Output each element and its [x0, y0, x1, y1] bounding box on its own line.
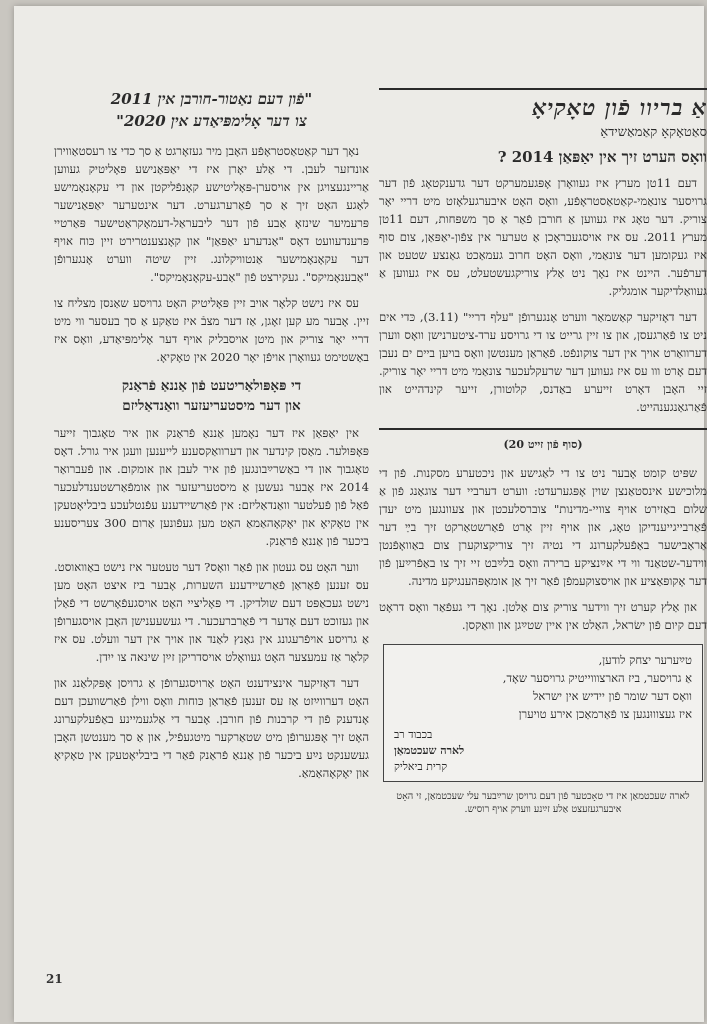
right-paragraph: און אַלץ קערט זיך ווידער צוריק צום אַלטן. נאָך די געפֿאַר וואָס דראָט דעם קיום פֿון ישׂראל, האַלט אין איין שטײַגן און וואַקסן. [379, 600, 707, 632]
left-section-title-line: און דער מיסטעריעזער וואַנדאַליזם [122, 398, 301, 414]
letter-line: איז געצוווּנגען צו פֿאַרמאַכן אירע טויערן [518, 707, 692, 721]
section-divider [379, 428, 707, 430]
letter-line: וואָס דער שומר פֿון יידיש אין ישראל [532, 689, 692, 703]
right-article-subtitle: וואָס הערט זיך אין יאַפּאַן 2014 ? [497, 148, 707, 166]
letter-greeting: טײַערער יצחק לודען, [598, 653, 692, 667]
page-number: 21 [46, 972, 63, 986]
left-article-title [54, 88, 369, 132]
left-section-title [54, 376, 369, 416]
left-paragraph: אין יאַפּאַן איז דער נאָמען אַננאַ פֿראַנק און איר טאָגבוך זייער פּאָפּולער. מאַסן קינדער און דערוואַקסענע לייענען וועגן איר גורל. דאָס טאָגבוך און די באַשרײַבונגען פֿון איר לעבן און אומקום. און פֿעברואַר 2014 איז אָבער געשען אַ מיסטעריעזער און אומפֿאַרשטענדלעכער פֿאַל פֿון פֿעלטער וואַנדאַליזם: אין פֿאַרשיידענע עפֿנטלעכע ביבליאָטעקן אין טאָקיאָ און יאָקאָהאַמאַ האָט מען געפֿונען אַרום 300 צעריסענע ביכער פֿון אַננאַ פֿראַנק. [54, 426, 369, 548]
left-title-line: "פֿון דעם נאַטור-חורבן אין 2011 [110, 90, 313, 108]
left-paragraph: דער דאָזיקער אינצידענט האָט אַרויסגערופֿן אַ גרויסן אָפּקלאַנג און האָט דערווײַזט אַז עס זענען פֿאַראַן כּוחות וואָס ווילן פֿאַרשוועכן דעם אָנדענק פֿון די קרבנות פֿון חורבן. אָבער די אַלגעמיינע באַפֿעלקערונג האָט זיך אָפּגערופֿן מיט שטאַרקער מיטגעפֿיל, און אַ סך מענטשן האָבן געשענקט נײַע ביכער פֿון אַננאַ פֿראַנק פֿאַר די ביבליאָטעקן אין טאָקיאָ און יאָקאָהאַמאַ. [54, 676, 369, 780]
letter-place: קרית ביאליק [394, 760, 448, 773]
header-rule [379, 88, 707, 90]
right-article-title: אַ בריוו פֿון טאָקיאָ [532, 95, 707, 121]
continuation-note: (סוף פֿון זייט 20) [503, 438, 583, 451]
magazine-page [14, 6, 707, 1022]
right-paragraph: דער דאָזיקער קאַשמאַר ווערט אָנגערופֿן "עלף דריי" (3.11), כּדי אים ניט צו פֿאַרגעסן, און צו זיין גרייט צו די גרויסע ערד-ציטערנישן וואָס ווערן דערוואַרט אויך אין דער צוקונפֿט. פֿאַראַן מענטשן וואָס בויען ביים ים נעבן דעם אָרט ווו עס איז געווען דער שרעקלעכער צונאַמי מיט דריי יאָר צוריק. זיי האָבן דאָרט זייערע באַדנס, קלוטורן, זייער קינדהייט און פֿאַרגאַנגענהייט. [379, 310, 707, 414]
left-paragraph: עס איז נישט קלאָר אויב זיין פּאָליטיק האָט גרויסע שאַנסן מצליח צו זיין. אָבער מע קען זאָגן, אַז דער מצבֿ איז טאַקע אַ סך בעסער ווי מיט דריי יאָר צוריק און מיטן אויסבליק אויף דער אָלימפּיאַדע, וואָס איז באַשטימט געוואָרן אויפֿן יאָר 2020 אין טאָקיאָ. [54, 296, 369, 364]
left-column [54, 88, 369, 790]
right-article-author: סאַטאָקאָ קאַמאַשידאַ [600, 125, 707, 140]
letter-closing: בכבוד רב [394, 728, 433, 741]
right-paragraph: דעם 11טן מערץ איז געוואָרן אָפּגעמערקט דער גדענקטאָג פֿון דער גרויסער צונאַמי-קאַטאַסטראָפֿע, וואָס האָט איבערגעלאָזט מיט דריי יאָר צוריק. דער טאָג איז געווען אַ חורבן פֿאַר אַ סך משפּחות, דעם 11טן מערץ 2011. עס איז אויסגעבראָכן אַ טערער אין צפֿון-יאַפּאַן, צום סוף איז געקומען דער צונאַמי, וואָס האָט חרוב געמאַכט גאַנצע שטעט און דערפֿער. היינט איז נאָך ניט אַלץ צוריקגעשטעלט, עס איז געווען אַ געוואַלדיקער אומגליק. [379, 176, 707, 298]
right-paragraph: שפּיט קומט אָבער ניט צו די לאַגישע און ניכטערע מסקנות. פֿון די מלוכישע אינסטאַנצן שוין אָפּגערעדט: ווערט דערביי דער צוגאַנג פֿון אַ שלום באַזירט אויף צוויי-מדינות" צוברסלעכטן און צעוונגען מיט יעדן פֿאַרבייגייענדיקן טאָג, און אויף זיין אָרט פֿאַרשטאַרקט זיך בײַ דער אַראַבישער באַפֿעלקערונג די נטיה זיך צוריקצוקערן צום באַוואָפֿנטן ווידער-שטאַנד ווי די אײַנציקע ברירה וואָס בלײַבט זיי זיך צו באַפֿרײַען פֿון דער אָקופּאַציע און אויסצוקעמפֿן פֿאַר זיך אַן אומאָפּהענגיקע מדינה. [379, 466, 707, 588]
right-column [379, 88, 707, 816]
left-title-line: צו דער אָלימפּיאַדע אין 2020" [116, 112, 307, 130]
letter-caption: לארה שעכטמאַן איז די טאָכטער פֿון דעם גרויסן שרײַבער עלי שעכטמאַן, זי האָט איבערגעזעצט אַלע זײַנע ווערק אויף רוסיש. [396, 791, 690, 815]
left-section-title-line: די פּאָפּולאַריטעט פֿון אַננאַ פֿראַנק [121, 378, 302, 394]
letter-name: לארה שעכטמאַן [394, 744, 465, 757]
letter-line: אַ גרויסער, ביז הארצוווייטיק גרויסער שאָד, [502, 671, 692, 685]
letter-box [383, 644, 703, 782]
left-paragraph: ווער האָט עס געטון און פֿאַר וואָס? דער טעטער איז נישט באַוואוסט. עס זענען פֿאַראַן פֿאַרשיידענע השערות, אָבער ביז איצט האָט מען נישט געכאַפּט דעם שולדיקן. די פּאָליציי האָט אויסגעפֿאָרשט די פֿאַלן און געזוכט דעם אָדער די פֿאַרברעכער. די געשעענישן האָבן אויסגערופֿן אַ גרויסע אויפֿרעגונג אין גאַנץ לאַנד און אויך אין דער וועלט. עס איז קלאָר אַז עמעצער האָט געוואָלט אויסדריקן זײַן שינאה צו ייִדן. [54, 560, 369, 664]
letter-signature [394, 727, 692, 775]
left-paragraph: נאָך דער קאַטאַסטראָפֿע האָבן מיר געזאָרגט אַ סך כדי צו רעסטאַווירן אונדזער לעבן. די אַלע יאָרן איז די יאַפּאַנישע פּאָליטיק געווען אַריינגעצויגן אין אויסערן-פּאָליטישע קאָנפֿליקטן און די עקאָנאָמישע לאַגע האָט זיך אַ סך פֿאַרערגערט. דער אינטערער יאַפּאַנישער פּרעמיער שינזאָ אַבע פֿון דער ליבעראַל-דעמאָקראַטישער פּאַרטיי פּרענדעוועט דאָס "אַנדערע יאַפּאַן" און קאָנצענטרירט זיין כּוח אויף דער עקאָנאָמישער אַנטוויקלונג. זיין שיטה ווערט אָנגערופֿן "אַבענאָמיקס". געקירצט פֿון "אַבע-עקאָנאָמיקס". [54, 144, 369, 284]
